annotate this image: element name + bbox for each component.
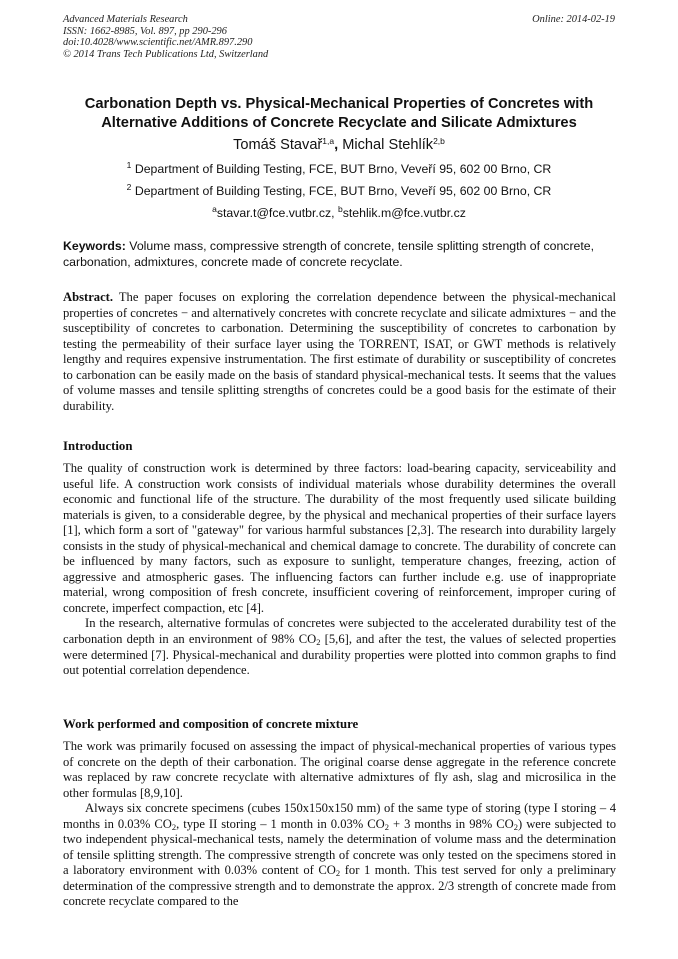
copyright-line: © 2014 Trans Tech Publications Ltd, Switzerland <box>63 48 269 60</box>
work-p2-text-b: , type II storing – 1 month in 0.03% CO <box>176 816 385 831</box>
keywords-text: Volume mass, compressive strength of concrete, tensile splitting strength of concrete, carbonation, admixtures, concrete made of concrete recyclate. <box>63 239 595 269</box>
author-1: Tomáš Stavař <box>233 137 323 153</box>
intro-p2-text-b: [5,6], and after the test, the values of selected properties were determined [7]. Physical-mechanical and durability properties were plotted into common graphs to find out potential correlation dependence. <box>63 632 616 678</box>
abstract-label: Abstract. <box>63 290 114 304</box>
author-separator: , <box>334 137 343 153</box>
keywords-block <box>63 239 616 270</box>
email-a[interactable]: stavar.t@fce.vutbr.cz, <box>216 206 338 220</box>
author-2-superscript: 2,b <box>433 136 445 146</box>
affiliation-2-number: 2 <box>126 182 132 192</box>
work-heading: Work performed and composition of concrete mixture <box>63 717 359 731</box>
co2-subscript: 2 <box>513 821 519 832</box>
title-line-1: Carbonation Depth vs. Physical-Mechanical Properties of Concretes with <box>84 96 594 112</box>
affiliation-2-text: Department of Building Testing, FCE, BUT Brno, Veveří 95, 602 00 Brno, CR <box>134 184 552 198</box>
co2-subscript: 2 <box>384 821 390 832</box>
doi-line: doi:10.4028/www.scientific.net/AMR.897.290 <box>63 37 253 49</box>
author-2: Michal Stehlík <box>342 137 434 153</box>
email-b-superscript: b <box>337 204 343 214</box>
co2-subscript: 2 <box>171 821 177 832</box>
affiliation-1-number: 1 <box>126 160 132 170</box>
work-p2-text-d: ) were subjected to two independent physical-mechanical tests, namely the determination of volume mass and the determination of tensile splitting strength. The compressive strength of concrete was only tested on the specimens stored in a laboratory environment with 0.03% content of CO <box>63 816 616 878</box>
introduction-heading: Introduction <box>63 439 133 453</box>
paper-title <box>48 95 630 133</box>
abstract-block <box>63 290 616 414</box>
email-a-superscript: a <box>212 204 217 214</box>
affiliation-1-text: Department of Building Testing, FCE, BUT Brno, Veveří 95, 602 00 Brno, CR <box>134 162 552 176</box>
work-p2-text-a: Always six concrete specimens (cubes 150x150x150 mm) of the same type of storing (type I storing – 4 months in 0.03% CO <box>63 801 616 831</box>
author-1-superscript: 1,a <box>322 136 335 146</box>
email-line <box>48 206 630 221</box>
co2-subscript: 2 <box>335 868 341 879</box>
journal-header <box>63 14 615 60</box>
issn-line: ISSN: 1662-8985, Vol. 897, pp 290-296 <box>63 25 227 37</box>
author-list <box>48 136 630 154</box>
affiliation-2 <box>48 184 630 199</box>
email-b[interactable]: stehlik.m@fce.vutbr.cz <box>342 206 466 220</box>
introduction-paragraph-2 <box>63 616 616 678</box>
title-line-2: Alternative Additions of Concrete Recyclate and Silicate Admixtures <box>101 115 577 131</box>
work-body <box>63 739 616 910</box>
work-p2-text-c: + 3 months in 98% CO <box>389 816 514 831</box>
online-date: Online: 2014-02-19 <box>532 14 615 25</box>
work-paragraph-2 <box>63 801 616 910</box>
intro-p2-text-a: In the research, alternative formulas of concretes were subjected to the accelerated durability test of the carbonation depth in an environment of 98% CO <box>63 616 616 647</box>
introduction-paragraph-1: The quality of construction work is determined by three factors: load-bearing capacity, serviceability and useful life. A construction work consists of individual materials whose durability determines the overall economic and functional life of the structure. The durability of the most frequently used silicate building materials is given, to a considerable degree, by the physical and mechanical properties of their surface layers [1], which form a sort of "gateway" for various harmful substances [2,3]. The research into durability largely consists in the study of physical-mechanical and chemical damage to concrete. The durability of concrete can be influenced by many factors, such as exposure to sunlight, temperature changes, freezing, action of aggressive and atmospheric gases. The influencing factors can further include e.g. use of inappropriate material, wrong composition of fresh concrete, insufficient covering of reinforcement, improper curing of concrete, imperfect compaction, etc [4]. <box>63 461 616 615</box>
introduction-body <box>63 461 616 679</box>
journal-name: Advanced Materials Research <box>63 14 188 25</box>
work-p2-text-e: for 1 month. This test served for only a preliminary determination of the compressive strength and to demonstrate the approx. 2/3 strength of concrete made from concrete recyclate compared to the <box>63 863 616 909</box>
work-paragraph-1: The work was primarily focused on assessing the impact of physical-mechanical properties of various types of concrete on the depth of their carbonation. The original coarse dense aggregate in the reference concrete was replaced by raw concrete recyclate with alternative admixtures of fly ash, slag and microsilica in the other formulas [8,9,10]. <box>63 739 616 800</box>
co2-subscript: 2 <box>316 637 321 648</box>
keywords-label: Keywords: <box>63 239 126 253</box>
abstract-text: The paper focuses on exploring the correlation dependence between the physical-mechanical properties of concretes − and alternatively concretes with concrete recyclate and silicate admixtures − and the susceptibility of concretes to carbonation. Determining the susceptibility of concretes to carbonation by testing the permeability of their surface layer using the TORRENT, ISAT, or GWT methods is relatively lengthy and requires expensive instrumentation. The first estimate of durability or susceptibility of concretes to carbonation can be easily made on the basis of standard physical-mechanical tests. It seems that the values of volume masses and tensile splitting strengths of concretes could be a good basis for the estimate of their durability. <box>63 290 616 413</box>
affiliation-1 <box>48 162 630 177</box>
